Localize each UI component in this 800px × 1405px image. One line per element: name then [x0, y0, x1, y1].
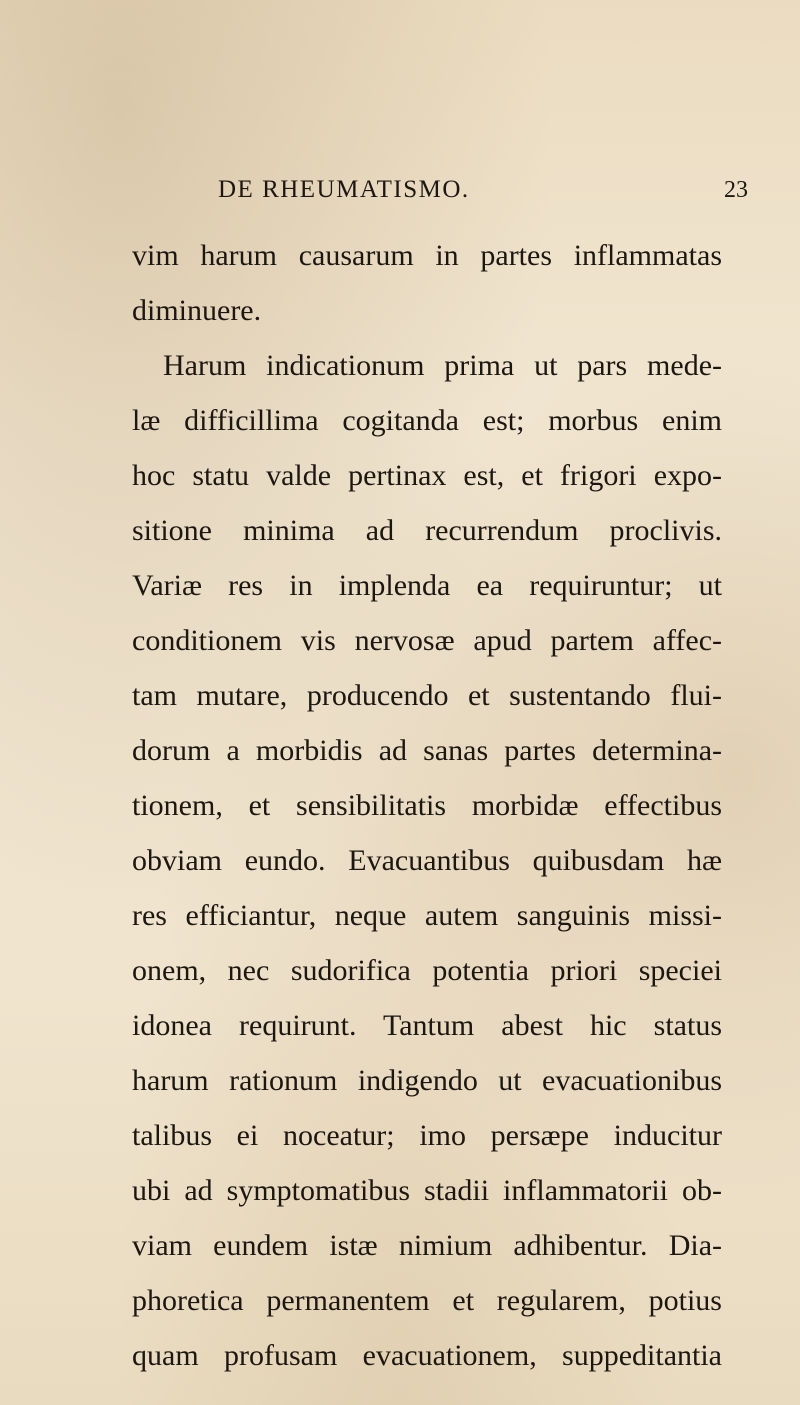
text-line: quam profusam evacuationem, suppeditantia [132, 1339, 722, 1372]
text-line: phoretica permanentem et regularem, potius [132, 1284, 722, 1317]
text-line: vim harum causarum in partes inflammatas [132, 239, 722, 272]
text-line: Variæ res in implenda ea requiruntur; ut [132, 569, 722, 602]
running-title: DE RHEUMATISMO. [218, 176, 470, 203]
text-line: obviam eundo. Evacuantibus quibusdam hæ [132, 844, 722, 877]
text-line: tam mutare, producendo et sustentando flui- [132, 679, 722, 712]
text-line: diminuere. [132, 294, 262, 327]
text-line: ubi ad symptomatibus stadii inflammatorii ob- [132, 1174, 722, 1207]
page-number: 23 [724, 177, 748, 203]
running-head [0, 170, 800, 210]
text-line: viam eundem istæ nimium adhibentur. Dia- [132, 1229, 722, 1262]
text-line: sitione minima ad recurrendum proclivis. [132, 514, 722, 547]
text-line: idonea requirunt. Tantum abest hic status [132, 1009, 722, 1042]
text-line: hoc statu valde pertinax est, et frigori expo- [132, 459, 722, 492]
text-line: tionem, et sensibilitatis morbidæ effectibus [132, 789, 722, 822]
text-line: res efficiantur, neque autem sanguinis missi- [132, 899, 722, 932]
text-line: conditionem vis nervosæ apud partem affec- [132, 624, 722, 657]
text-line: harum rationum indigendo ut evacuationibus [132, 1064, 722, 1097]
text-line: læ difficillima cogitanda est; morbus enim [132, 404, 722, 437]
text-line: Harum indicationum prima ut pars mede- [163, 349, 722, 382]
text-line: talibus ei noceatur; imo persæpe inducitur [132, 1119, 722, 1152]
text-line: onem, nec sudorifica potentia priori speciei [132, 954, 722, 987]
body-text [132, 228, 722, 1383]
text-line: dorum a morbidis ad sanas partes determina- [132, 734, 722, 767]
